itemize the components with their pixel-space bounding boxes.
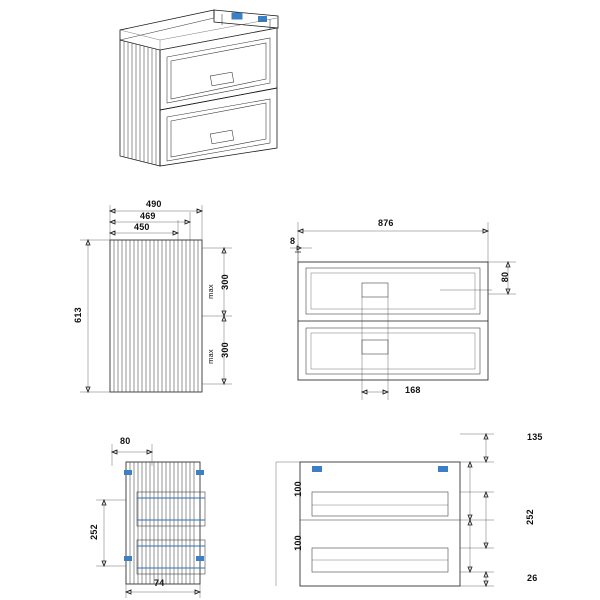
dim-side-width-outer: 490	[146, 199, 162, 209]
dim-side-height-total: 613	[72, 307, 83, 323]
dim-front-top-offset: 8	[290, 236, 296, 246]
dim-side-drawer-lower: 300	[219, 342, 230, 358]
dim-section-height-mid: 252	[88, 524, 99, 540]
dim-front-width-total: 876	[378, 218, 394, 228]
note-upper-max: max	[205, 284, 215, 299]
section-side-view	[96, 444, 205, 598]
dim-side-drawer-upper: 300	[219, 274, 230, 290]
dim-side-width-mid: 469	[140, 211, 156, 221]
dim-side-width-inner: 450	[134, 222, 150, 232]
dim-sfront-inner-bottom: 100	[292, 535, 303, 551]
dim-front-handle-center: 168	[405, 385, 421, 395]
section-front-view	[276, 434, 494, 586]
dim-sfront-base-offset: 26	[527, 573, 538, 583]
dim-front-right-offset: 80	[500, 271, 511, 283]
dim-section-depth-top: 80	[120, 436, 131, 446]
dim-sfront-inner-top: 100	[292, 481, 303, 497]
dim-section-depth-bottom: 74	[154, 578, 165, 588]
dim-sfront-height-top: 135	[527, 432, 543, 442]
note-lower-max: max	[205, 349, 215, 364]
front-elevation-view	[290, 222, 516, 400]
isometric-view	[120, 10, 278, 166]
dim-sfront-height-mid: 252	[524, 509, 535, 525]
